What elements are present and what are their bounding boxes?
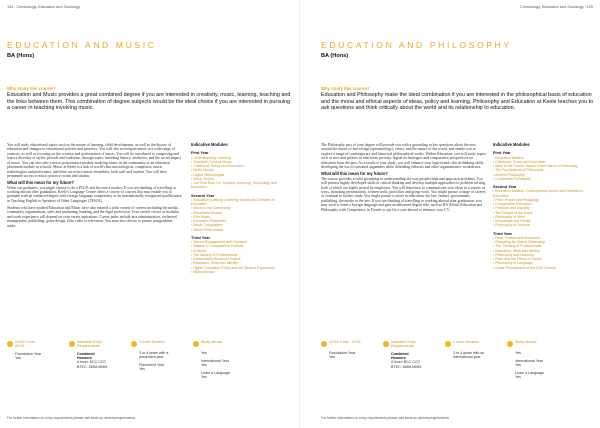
- fact-value: International Year: [201, 358, 229, 363]
- course-facts: [7, 340, 293, 400]
- module-item: • Freedom and Equality: [493, 206, 593, 210]
- future-heading: What will this mean for my future?: [7, 180, 74, 186]
- description-paragraph: The Philosophy part of your degree will provide you with a grounding in key questions about the area around the nature of knowledge (epistemology), ethics, and the nature of the world, and enable you to explore a range of contemporary and historical philosophical works. Within Education, you will study topics such as race and politics in education, poverty, digital technologies and comparative perspectives on education from the past. As a result of your study, you will enhance your logical and critical thinking skills, developing the use of reasoned arguments while defending fallacies and other argumentative weaknesses.: [321, 143, 486, 170]
- module-item: • Education Matters: Contemporary Issues and Debates in Education: [493, 189, 593, 198]
- second-year-list: [191, 198, 291, 232]
- fact-value: Learn a Language: [515, 371, 545, 376]
- fact-value: Yes: [201, 375, 207, 380]
- module-item: • Music Performance: [191, 228, 291, 232]
- careers-paragraph: Students who have studied Education and Music have also entered a wide variety of careers including the media, community organisations, sales and marketing, banking, and the legal profession. Your careful choice of modules and work experience will depend on your career aspirations. Career paths include arts administration, orchestral management, publishing, game design, film, radio or television. You may also choose to pursue postgraduate study.: [7, 205, 180, 228]
- fact-value: Yes: [15, 356, 21, 361]
- module-item: • Higher Education Policy and the Student Experience: [191, 266, 291, 270]
- second-year-label: Second Year: [493, 184, 517, 189]
- fact-header: [507, 340, 547, 347]
- module-item: • Educating for Global Citizenship: [493, 240, 593, 244]
- module-item: • School Engagement and Outreach: [191, 240, 291, 244]
- award-type: BA (Hons): [7, 53, 35, 59]
- entry-requirements-note: For further information on entry requirements please visit keele.ac.uk/entryrequirements: [321, 416, 449, 420]
- module-item: • Music Theory: [191, 177, 291, 181]
- fact-value: Yes: [201, 362, 207, 367]
- module-item: • Get Your Ears On: Creative Listening, Technology and Education: [191, 181, 291, 190]
- fact-value: Yes: [329, 354, 335, 359]
- fact-title: Course Duration: [139, 340, 166, 344]
- fact-title: Study abroad: [201, 340, 223, 344]
- fact-header: [131, 340, 171, 347]
- fact-ucas: [321, 340, 361, 359]
- module-item: • The Foundations of Philosophy: [493, 168, 593, 172]
- fact-ucas: [7, 340, 47, 360]
- entry-icon: [383, 341, 389, 347]
- module-item: • Philosophy and Learning: [493, 253, 593, 257]
- why-study-heading: Why study this course?: [321, 86, 370, 91]
- modules-heading: Indicative Modules: [493, 142, 530, 147]
- why-study-text: Education and Philosophy make the ideal combination if you are interested in the philosophical basis of education and the moral and ethical aspects of ideas, policy and learning. Philosophy and Education at Keele teaches you to ask questions and think critically about the world and its relationship to education.: [321, 92, 594, 112]
- first-year-label: First Year: [493, 150, 511, 156]
- page-number: 125: [586, 5, 593, 9]
- fact-header: [7, 340, 47, 348]
- second-year-list: [493, 189, 593, 227]
- right-page: [300, 0, 600, 428]
- module-item: • Continental Philosophy: [493, 177, 593, 181]
- fact-entry: [69, 340, 109, 369]
- first-year-label: First Year: [191, 150, 209, 156]
- fact-study: [193, 340, 233, 380]
- module-item: • The Pursuit of the Good: [493, 211, 593, 215]
- course-title: EDUCATION AND PHILOSOPHY: [321, 40, 512, 50]
- fact-value: International Year: [515, 358, 543, 363]
- fact-value: BTEC: DMM-MMM: [77, 364, 108, 369]
- course-facts: [321, 340, 593, 400]
- duration-icon: [131, 341, 137, 347]
- fact-value: Combined Honours: [77, 352, 95, 361]
- module-item: • Independent Research Project: [191, 257, 291, 261]
- duration-icon: [445, 341, 451, 347]
- fact-title: Study abroad: [515, 340, 537, 344]
- fact-title: Indicative Entry Requirements: [391, 340, 416, 348]
- indicative-modules: [191, 143, 291, 274]
- why-study-text: Education and Music provides a great combined degree if you are interested in creativity, music, learning, teaching and the links between them. This combination of degree subjects would be the ideal choice if you are interested in pursuing a career in teaching involving music.: [7, 92, 291, 112]
- module-item: • Race and the Ethics of Nature: [493, 257, 593, 261]
- fact-value: Yes: [201, 350, 207, 355]
- course-description: [321, 143, 487, 215]
- fact-title: UCAS Code - WX3L: [15, 340, 37, 348]
- award-type: BA (Hons): [321, 53, 349, 59]
- module-item: • Film Music: [191, 215, 291, 219]
- module-item: • The Making of Professionals: [191, 253, 291, 257]
- future-paragraph: The course provides a solid grounding in understanding the way people think and approach problems. You will possess highly developed skills in critical thinking and develop multiple approaches to problem solving, both of which are highly prized by employers. You will learn how to communicate your ideas in a variety of ways, including presentations, written work, portfolios and group work. You might pursue a range of careers or continue to further study. You might pursue a career in education, the law, finance, government, publishing, the media or the arts. If you are thinking of travelling or working abroad after graduation, you may wish to learn a foreign language and gain an enhanced degree title, such as BA (Hons) Education and Philosophy with Competency in French or opt for a year abroad to enhance your CV.: [321, 176, 487, 212]
- fact-header: [321, 340, 361, 347]
- module-item: • The Thinking of Professionals: [493, 244, 593, 248]
- section-name: Criminology, Education and Sociology: [519, 5, 584, 9]
- ucas-icon: [7, 341, 13, 347]
- module-item: • Ancient Philosophy: [493, 173, 593, 177]
- fact-value: Yes: [139, 367, 145, 372]
- module-item: • Radical or Comparative Portfolio: [191, 244, 291, 248]
- third-year-label: Third Year: [191, 234, 210, 240]
- module-item: • Comparative Education: [493, 202, 593, 206]
- fact-value: Yes: [515, 350, 521, 355]
- fact-value: Foundation Year: [329, 350, 356, 355]
- page-header: Criminology, Education and Sociology|125: [519, 5, 593, 9]
- module-item: • Twentieth-Century Music: [191, 160, 291, 164]
- fact-header: [193, 340, 233, 347]
- future-paragraph: When our graduates, you might choose to do a PGCE and become a teacher. If you are thinking of travelling or working abroad after graduation, Keele's Language Centre offers a variety of courses that may enable you to graduate with an enhanced degree with foreign language competency or an internationally recognised qualification in Teaching English to Speakers of Other Languages (TESOL).: [7, 185, 182, 203]
- modules-heading: Indicative Modules: [191, 142, 228, 147]
- module-item: • Understanding Learning: [191, 156, 291, 160]
- fact-header: [69, 340, 109, 348]
- module-item: • Education, Work and Identity: [493, 249, 593, 253]
- module-item: • of Music: [191, 249, 291, 253]
- module-item: • Digital Technologies: [191, 173, 291, 177]
- course-description: [7, 143, 182, 231]
- fact-value: 3 or 4 years with a placement year: [139, 350, 169, 359]
- third-year-list: [191, 240, 291, 274]
- fact-value: Foundation Year: [15, 352, 42, 356]
- module-item: • Placement Module: [191, 211, 291, 215]
- why-study-section: [7, 86, 293, 112]
- module-item: • Philosophy of Language: [493, 261, 593, 265]
- why-study-heading: Why study this course?: [7, 86, 56, 91]
- fact-duration: [131, 340, 171, 371]
- first-year-list: [493, 156, 593, 182]
- fact-value: BTEC: DMM-MMM: [391, 364, 422, 369]
- fact-value: Combined Honours: [391, 352, 409, 361]
- third-year-list: [493, 236, 593, 270]
- module-item: • Education Matters: [493, 156, 593, 160]
- fact-value: Placement Year: [139, 362, 165, 367]
- module-item: • Education, Work and Identity: [191, 261, 291, 265]
- fact-header: [445, 340, 485, 347]
- fact-title: Course Duration: [453, 340, 480, 344]
- fact-title: Indicative Entry Requirements: [77, 340, 102, 348]
- module-item: • Childhood, Policy and Education: [493, 160, 593, 164]
- future-heading: What will this mean for my future?: [321, 171, 388, 177]
- indicative-modules: [493, 143, 593, 270]
- module-item: • World Musics: [191, 270, 291, 274]
- section-name: Criminology, Education and Sociology: [16, 5, 81, 9]
- fact-title: UCAS Code - XV35: [329, 340, 361, 344]
- first-year-list: [191, 156, 291, 190]
- module-item: • Music in the Community: [191, 206, 291, 210]
- ucas-icon: [321, 341, 327, 347]
- module-item: • Philosophy of Mind: [493, 215, 593, 219]
- module-item: • Great Philosophers of the 20th Century: [493, 266, 593, 270]
- entry-icon: [69, 341, 75, 347]
- fact-entry: [383, 340, 423, 369]
- module-item: • Philosophy of Science: [493, 223, 593, 227]
- fact-value: A level: BCC-CCC: [77, 360, 107, 365]
- fact-value: A level: BCC-CCC: [391, 360, 421, 365]
- fact-study: [507, 340, 547, 380]
- third-year-label: Third Year: [493, 230, 512, 236]
- module-item: • Education Placement: [191, 219, 291, 223]
- page-header: 124|Criminology, Education and Sociology: [7, 5, 81, 9]
- fact-duration: [445, 340, 485, 359]
- study-icon: [193, 341, 199, 347]
- module-item: • Music Composition: [191, 223, 291, 227]
- entry-requirements-note: For further information on entry requirements please visit keele.ac.uk/entryrequirements: [7, 416, 135, 420]
- course-title: EDUCATION AND MUSIC: [7, 40, 157, 50]
- why-study-section: [321, 86, 595, 112]
- fact-header: [383, 340, 423, 348]
- module-item: • Childhood, Policy and Education: [191, 164, 291, 168]
- module-item: • Knowledge and Reality: [493, 219, 593, 223]
- fact-value: 3 or 4 years with an international year: [453, 350, 485, 359]
- study-icon: [507, 341, 513, 347]
- fact-value: Learn a Language: [201, 371, 231, 376]
- module-item: • Education (Lifelong Learning) Issues and Debates in Education: [191, 198, 291, 207]
- module-item: • Plato: Power and Pedagogy: [493, 198, 593, 202]
- fact-value: Yes: [515, 375, 521, 380]
- description-paragraph: You will study educational topics such as the nature of learning, child development, as well as the history of education and changes to educational policies and practices. You will also investigate music in a wide range of contexts, as well as focusing on the creation and performance of music. You will be introduced to composing and learn a diversity of styles, periods and traditions, through topics including history, aesthetics, and the social impact of music. You can also take a music performance module studying music in the community or an education placement module in schools. Music at Keele is a hub of world-class musicologists, composers, music technologists and performers, and there are active music ensembles, both staff and student. You will have permanent access to music practice rooms and studios.: [7, 143, 181, 179]
- fact-value: Yes: [515, 362, 521, 367]
- second-year-label: Second Year: [191, 192, 215, 198]
- module-item: • World Musics: [191, 168, 291, 172]
- module-item: • Back to the Future: Issues in the History of Schooling: [493, 164, 593, 168]
- module-item: • Race, Politics and Education: [493, 236, 593, 240]
- page-number: 124: [7, 5, 14, 9]
